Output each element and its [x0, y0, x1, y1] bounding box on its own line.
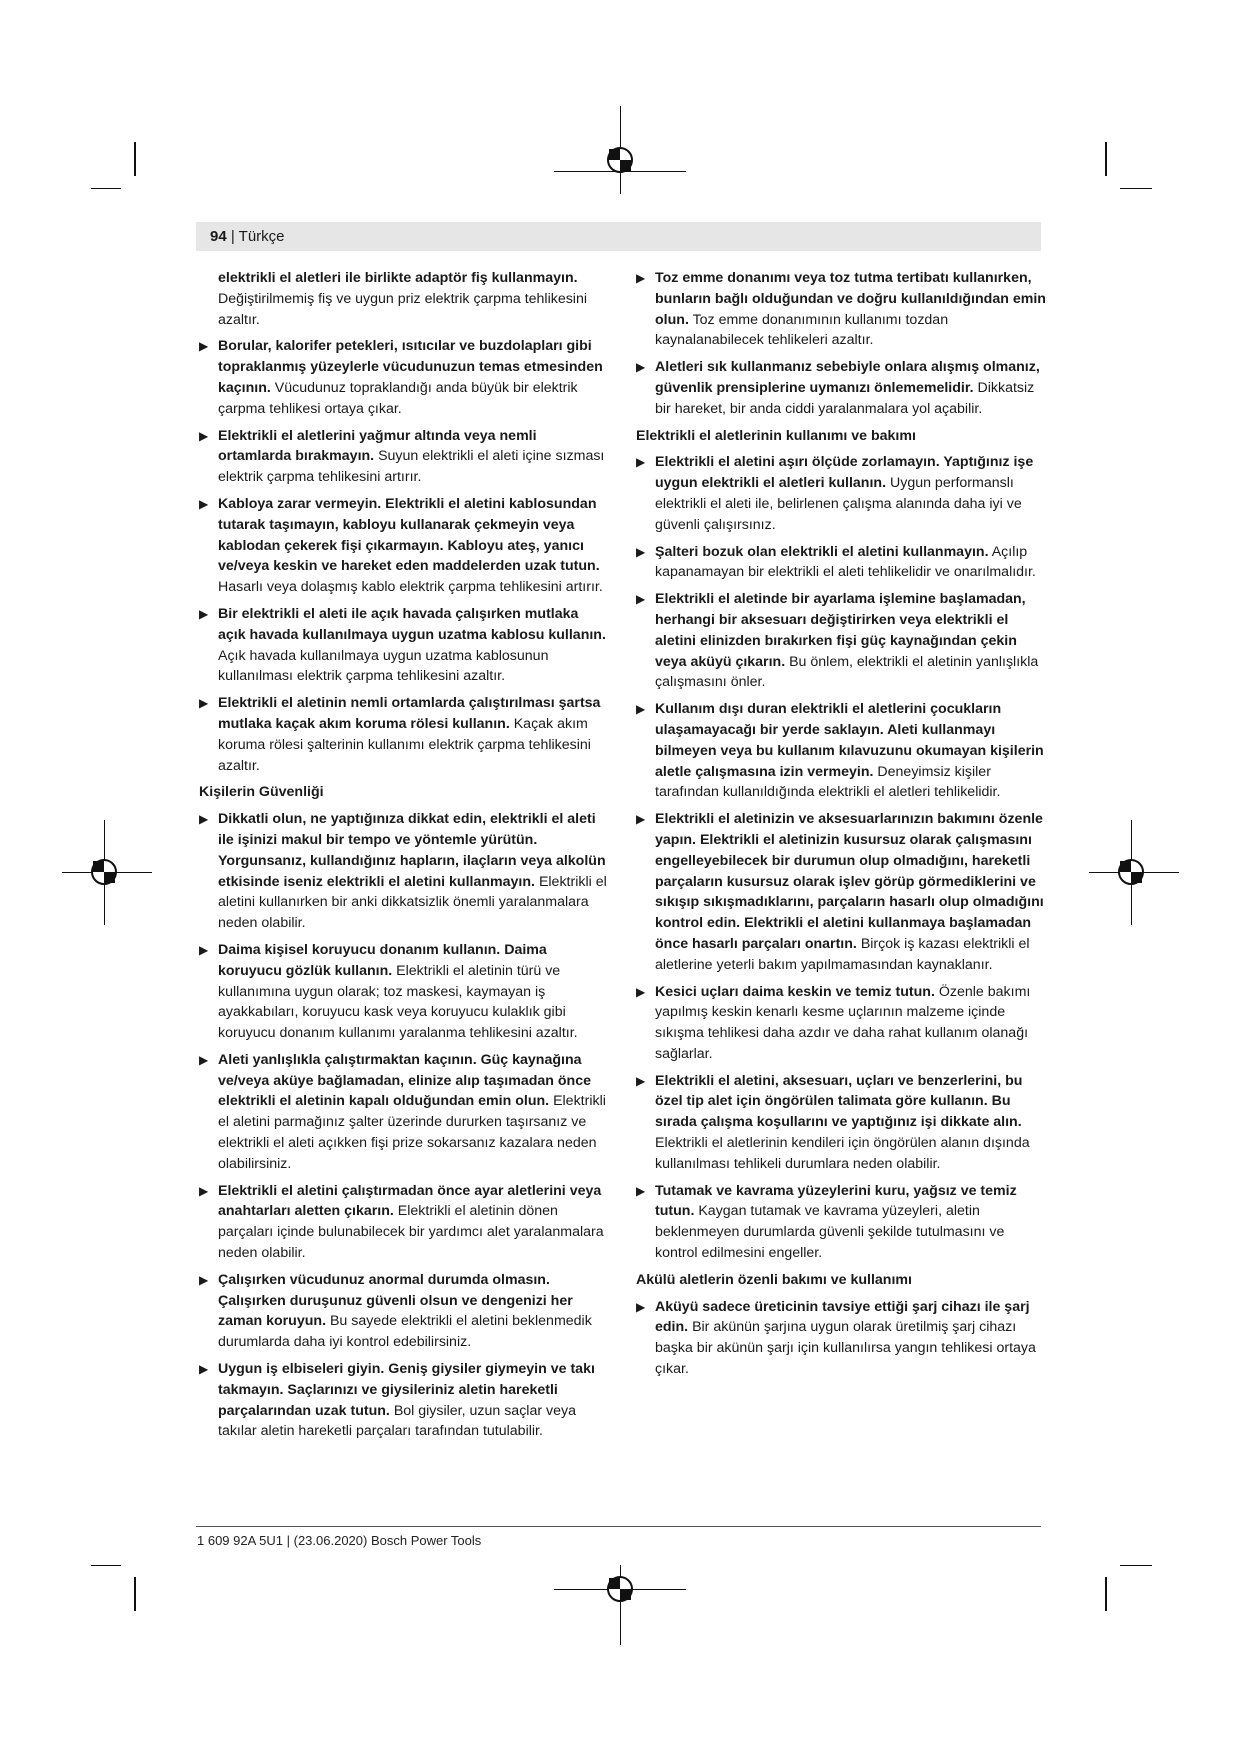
list-item	[199, 494, 609, 598]
item-instruction: Elektrikli el aletini aşırı ölçüde zorlamayın. Yaptığınız işe uygun elektrikli el aletleri kullanın.	[655, 454, 1034, 492]
right-column	[636, 268, 1046, 1386]
list-item	[199, 1050, 609, 1175]
left-column	[199, 268, 609, 1448]
list-item	[636, 1071, 1046, 1175]
page-number: 94	[210, 228, 227, 245]
list-item	[199, 940, 609, 1044]
bullet-arrow-icon: ▶	[636, 592, 646, 607]
list-item	[636, 1297, 1046, 1380]
item-explanation: Elektrikli el aletinin dönen parçaları içinde bulunabilecek bir yardımcı alet yaralanmalara neden olabilir.	[218, 1203, 604, 1262]
item-explanation: Toz emme donanımının kullanımı tozdan kaynalanabilecek tehlikeleri azaltır.	[655, 311, 949, 349]
item-explanation: Suyun elektrikli el aleti içine sızması elektrik çarpma tehlikesini artırır.	[218, 448, 605, 486]
item-instruction: Şalteri bozuk olan elektrikli el aletini kullanmayın.	[655, 543, 989, 560]
item-instruction: Elektrikli el aletlerini yağmur altında veya nemli ortamlarda bırakmayın.	[218, 427, 537, 465]
list-item	[636, 452, 1046, 535]
list-item	[636, 589, 1046, 693]
item-explanation: Bir akünün şarjına uygun olarak üretilmiş şarj cihazı başka bir akünün şarjı için kullanılırsa yangın tehlikesi ortaya çıkar.	[655, 1319, 1036, 1378]
item-explanation: Kaygan tutamak ve kavrama yüzeyleri, aletin beklenmeyen durumlarda güvenli şekilde tutulmasını ve kontrol edilmesini engeller.	[655, 1203, 1005, 1262]
bullet-arrow-icon: ▶	[199, 496, 209, 511]
item-explanation: Vücudunuz topraklandığı anda büyük bir elektrik çarpma tehlikesi ortaya çıkar.	[218, 379, 578, 417]
item-explanation: Kaçak akım koruma rölesi şalterinin kullanımı elektrik çarpma tehlikesini azaltır.	[218, 715, 591, 774]
item-instruction: Aletleri sık kullanmanız sebebiyle onlara alışmış olmanız, güvenlik prensiplerine uymanızı önlememelidir.	[655, 359, 1040, 396]
item-instruction: Uygun iş elbiseleri giyin. Geniş giysiler giymeyin ve takı takmayın. Saçlarınızı ve giysileriniz aletin hareketli parçalarından uzak tutun.	[218, 1361, 595, 1419]
list-item	[199, 1181, 609, 1264]
bullet-arrow-icon: ▶	[636, 1299, 646, 1314]
item-explanation: Açılıp kapanamayan bir elektrikli el aleti tehlikelidir ve onarılmalıdır.	[655, 543, 1036, 581]
item-instruction: Elektrikli el aletini, aksesuarı, uçları ve benzerlerini, bu özel tip alet için öngörülen talimata göre kullanın. Bu sırada çalışma koşullarını ve yaptığınız işi dikkate alın.	[655, 1072, 1023, 1131]
list-item	[636, 357, 1046, 419]
item-instruction: Elektrikli el aletinin nemli ortamlarda çalıştırılması şartsa mutlaka kaçak akım koruma rölesi kullanın.	[218, 695, 601, 732]
list-item	[636, 268, 1046, 351]
item-explanation: Dikkatsiz bir hareket, bir anda ciddi yaralanmalara yol açabilir.	[655, 379, 1035, 417]
section-heading: Akülü aletlerin özenli bakımı ve kullanımı	[636, 1271, 912, 1288]
list-item	[636, 809, 1046, 975]
list-item	[199, 426, 609, 488]
footer-text: 1 609 92A 5U1 | (23.06.2020) Bosch Power Tools	[197, 1533, 482, 1548]
section-heading: Elektrikli el aletlerinin kullanımı ve bakımı	[636, 427, 916, 444]
list-item	[199, 1359, 609, 1442]
list-item	[199, 1270, 609, 1353]
item-instruction: Kabloya zarar vermeyin. Elektrikli el aletini kablosundan tutarak taşımayın, kabloyu kullanarak çekmeyin veya kablodan çekerek fişi çıkarmayın. Kabloyu ateş, yanıcı ve/veya keskin ve hareket eden maddelerden uzak tutun.	[218, 495, 600, 575]
bullet-arrow-icon: ▶	[636, 812, 646, 827]
bullet-arrow-icon: ▶	[636, 1183, 646, 1198]
intro-paragraph: elektrikli el aletleri ile birlikte adaptör fiş kullanmayın. Değiştirilmemiş fiş ve uygun priz elektrik çarpma tehlikesini azaltır.	[218, 270, 587, 328]
item-instruction: Bir elektrikli el aleti ile açık havada çalışırken mutlaka açık havada kullanılmaya uygun uzatma kablosu kullanın.	[218, 605, 606, 643]
item-instruction: Toz emme donanımı veya toz tutma tertibatı kullanırken, bunların bağlı olduğundan ve doğru kullanıldığından emin olun.	[655, 270, 1046, 328]
list-item	[199, 693, 609, 776]
item-instruction: Daima kişisel koruyucu donanım kullanın. Daima koruyucu gözlük kullanın.	[218, 941, 547, 979]
item-explanation: Bol giysiler, uzun saçlar veya takılar aletin hareketli parçaları tarafından tutulabilir.	[218, 1402, 576, 1440]
bullet-arrow-icon: ▶	[199, 1052, 209, 1067]
item-explanation: Elektrikli el aletlerinin kendileri için öngörülen alanın dışında kullanılması tehlikeli durumlara neden olabilir.	[655, 1135, 1030, 1172]
list-item	[199, 336, 609, 419]
bullet-arrow-icon: ▶	[199, 942, 209, 957]
footer-divider	[196, 1526, 1041, 1527]
item-instruction: Dikkatli olun, ne yaptığınıza dikkat edin, elektrikli el aleti ile işinizi makul bir tempo ve yöntemle yürütün. Yorgunsanız, kullandığınız hapların, ilaçların veya alkolün etkisinde iseniz elektrikli el aletini kullanmayın.	[218, 811, 606, 890]
item-instruction: Borular, kalorifer petekleri, ısıtıcılar ve buzdolapları gibi topraklanmış yüzeylerle vücudunuzun temas etmesinden kaçının.	[218, 338, 603, 396]
bullet-arrow-icon: ▶	[199, 1183, 209, 1198]
item-instruction: Kullanım dışı duran elektrikli el aletlerini çocukların ulaşamayacağı bir yerde saklayın. Aleti kullanmayı bilmeyen veya bu kullanım kılavuzunu okumayan kişilerin aletle çalışmasına izin vermeyin.	[655, 701, 1044, 780]
item-explanation: Bu sayede elektrikli el aletini beklenmedik durumlarda daha iyi kontrol edebilirsiniz.	[218, 1313, 592, 1351]
bullet-arrow-icon: ▶	[199, 696, 209, 711]
item-explanation: Deneyimsiz kişiler tarafından kullanıldığında elektrikli el aletleri tehlikelidir.	[655, 763, 1001, 801]
section-heading: Kişilerin Güvenliği	[199, 784, 324, 801]
list-item	[636, 982, 1046, 1065]
bullet-arrow-icon: ▶	[199, 339, 209, 354]
bullet-arrow-icon: ▶	[636, 544, 646, 559]
item-explanation: Birçok iş kazası elektrikli el aletlerine yeterli bakım yapılmamasından kaynaklanır.	[655, 935, 1030, 973]
bullet-arrow-icon: ▶	[636, 984, 646, 999]
item-instruction: Aleti yanlışlıkla çalıştırmaktan kaçının. Güç kaynağına ve/veya aküye bağlamadan, elinize alıp taşımadan önce elektrikli el aletinin kapalı olduğundan emin olun.	[218, 1051, 591, 1110]
page-language: Türkçe	[238, 228, 285, 245]
item-explanation: Açık havada kullanılmaya uygun uzatma kablosunun kullanılması elektrik çarpma tehlikesini azaltır.	[218, 647, 549, 685]
item-instruction: Elektrikli el aletinde bir ayarlama işlemine başlamadan, herhangi bir aksesuarı değiştirirken veya elektrikli el aletini elinizden bırakırken fişi güç kaynağından çekin veya aküyü çıkarın.	[655, 591, 1026, 670]
list-item	[199, 604, 609, 687]
item-instruction: Aküyü sadece üreticinin tavsiye ettiği şarj cihazı ile şarj edin.	[655, 1298, 1030, 1336]
list-item	[199, 809, 609, 934]
item-explanation: Hasarlı veya dolaşmış kablo elektrik çarpma tehlikesini artırır.	[218, 579, 603, 596]
bullet-arrow-icon: ▶	[636, 455, 646, 470]
item-instruction: Elektrikli el aletinizin ve aksesuarlarınızın bakımını özenle yapın. Elektrikli el aletinizin kusursuz olarak çalışmasını engelleyebilecek bir durumun olup olmadığını, hareketli parçaların kusursuz olarak işlev görüp görmediklerini ve sıkışıp sıkışmadıklarını, parçaların hasarlı olup olmadığını kontrol edin. Elektrikli el aletini kullanmaya başlamadan önce hasarlı parçaları onartın.	[655, 811, 1044, 952]
item-explanation: Elektrikli el aletini kullanırken bir anki dikkatsizlik önemli yaralanmalara neden olabilir.	[218, 873, 607, 932]
list-item	[636, 699, 1046, 803]
list-item	[636, 542, 1046, 584]
item-explanation: Elektrikli el aletini parmağınız şalter üzerinde dururken taşırsanız ve elektrikli el aleti açıkken fişi prize sokarsanız kazalara neden olabilirsiniz.	[218, 1093, 606, 1172]
list-item	[636, 1181, 1046, 1264]
item-instruction: Elektrikli el aletini çalıştırmadan önce ayar aletlerini veya anahtarları aletten çıkarın.	[218, 1182, 602, 1220]
item-explanation: Uygun performanslı elektrikli el aleti ile, belirlenen çalışma alanında daha iyi ve güvenli çalışırsınız.	[655, 475, 1022, 533]
bullet-arrow-icon: ▶	[199, 812, 209, 827]
bullet-arrow-icon: ▶	[636, 702, 646, 717]
bullet-arrow-icon: ▶	[636, 271, 646, 285]
item-explanation: Elektrikli el aletinin türü ve kullanımına uygun olarak; toz maskesi, kaymayan iş ayakkabıları, koruyucu kask veya koruyucu kulaklık gibi koruyucu donanım kullanımı yaralanma tehlikesini azaltır.	[218, 962, 578, 1042]
bullet-arrow-icon: ▶	[199, 1272, 209, 1287]
item-explanation: Bu önlem, elektrikli el aletinin yanlışlıkla çalışmasını önler.	[655, 653, 1039, 691]
item-instruction: Tutamak ve kavrama yüzeylerini kuru, yağsız ve temiz tutun.	[655, 1182, 1017, 1220]
item-instruction: Kesici uçları daima keskin ve temiz tutun.	[655, 983, 935, 1000]
bullet-arrow-icon: ▶	[636, 360, 646, 375]
item-instruction: Çalışırken vücudunuz anormal durumda olmasın. Çalışırken duruşunuz güvenli olsun ve dengenizi her zaman koruyun.	[218, 1271, 573, 1330]
bullet-arrow-icon: ▶	[636, 1073, 646, 1088]
item-explanation: Özenle bakımı yapılmış keskin kenarlı kesme uçlarının malzeme içinde sıkışma tehlikesi daha azdır ve daha rahat kullanım olanağı sağlarlar.	[655, 983, 1031, 1062]
bullet-arrow-icon: ▶	[199, 1362, 209, 1377]
bullet-arrow-icon: ▶	[199, 606, 209, 621]
page-header: 94 | Türkçe	[196, 222, 1041, 251]
bullet-arrow-icon: ▶	[199, 428, 209, 443]
